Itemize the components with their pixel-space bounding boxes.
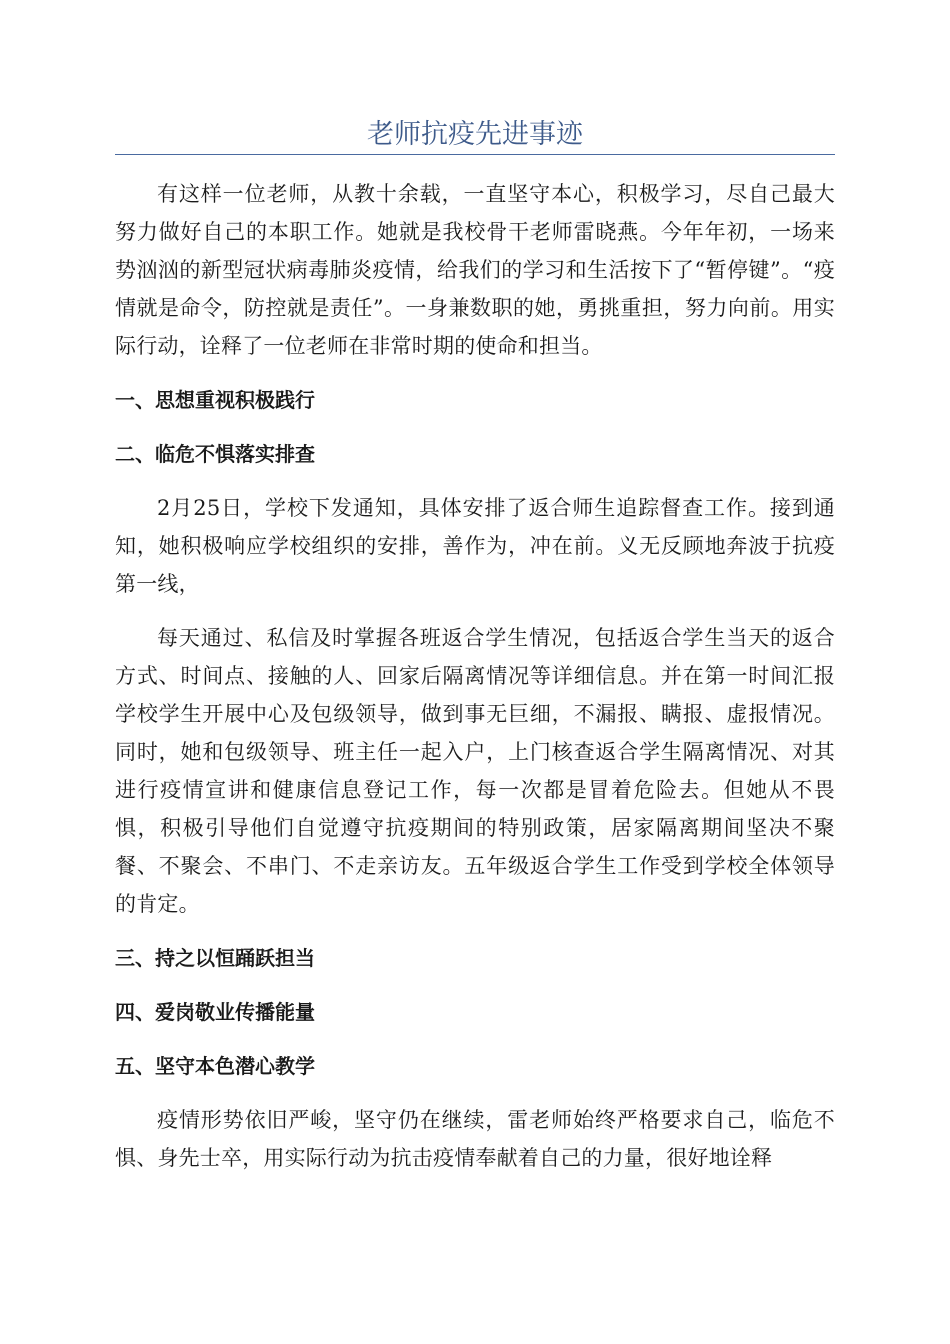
document-page [115, 0, 835, 1177]
section-heading-3: 三、持之以恒踊跃担当 [115, 946, 315, 970]
paragraph-intro: 有这样一位老师，从教十余载，一直坚守本心，积极学习，尽自己最大努力做好自己的本职工作。她就是我校骨干老师雷晓燕。今年年初，一场来势汹汹的新型冠状病毒肺炎疫情，给我们的学习和生活按下了“暂停键”。“疫情就是命令，防控就是责任”。一身兼数职的她，勇挑重担，努力向前。用实际行动，诠释了一位老师在非常时期的使命和担当。 [115, 182, 835, 358]
paragraph-closing: 疫情形势依旧严峻，坚守仍在继续，雷老师始终严格要求自己，临危不惧、身先士卒，用实际行动为抗击疫情奉献着自己的力量，很好地诠释 [115, 1108, 835, 1170]
section-heading-4: 四、爱岗敬业传播能量 [115, 1000, 315, 1024]
section-heading-2: 二、临危不惧落实排查 [115, 442, 315, 466]
document-title: 老师抗疫先进事迹 [367, 119, 583, 150]
title-underline [115, 154, 835, 155]
section-heading-1: 一、思想重视积极践行 [115, 388, 315, 412]
section-heading-5: 五、坚守本色潜心教学 [115, 1054, 315, 1078]
paragraph-notice: 2月25日，学校下发通知，具体安排了返合师生追踪督查工作。接到通知，她积极响应学校组织的安排，善作为，冲在前。义无反顾地奔波于抗疫第一线， [115, 496, 835, 596]
paragraph-daily-work: 每天通过、私信及时掌握各班返合学生情况，包括返合学生当天的返合方式、时间点、接触的人、回家后隔离情况等详细信息。并在第一时间汇报学校学生开展中心及包级领导，做到事无巨细，不漏报、瞒报、虚报情况。同时，她和包级领导、班主任一起入户，上门核查返合学生隔离情况、对其进行疫情宣讲和健康信息登记工作，每一次都是冒着危险去。但她从不畏惧，积极引导他们自觉遵守抗疫期间的特别政策，居家隔离期间坚决不聚餐、不聚会、不串门、不走亲访友。五年级返合学生工作受到学校全体领导的肯定。 [115, 626, 835, 916]
